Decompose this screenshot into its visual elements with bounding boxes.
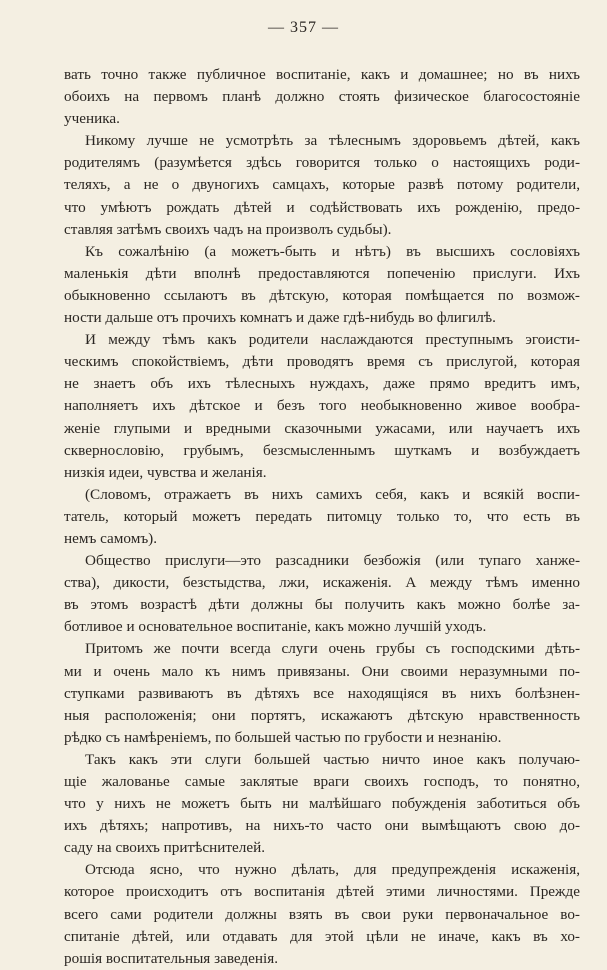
text-line: обоихъ на первомъ планѣ должно стоять физическое благосостоянiе (64, 88, 580, 106)
text-line: Такъ какъ эти слуги большей частью ничто иное какъ получаю- (85, 750, 580, 768)
text-line: рошiя воспитательныя заведенiя. (64, 949, 279, 967)
text-line: И между тѣмъ какъ родители наслаждаются преступнымъ эгоисти- (85, 331, 580, 349)
text-line: что умѣютъ рождать дѣтей и содѣйствовать ихъ рожденiю, предо- (64, 198, 580, 216)
text-line: наполняетъ ихъ дѣтское и безъ того необыкновенно живое вообра- (64, 397, 580, 415)
text-line: Отсюда ясно, что нужно дѣлать, для предупрежденiя искаженiя, (85, 861, 580, 879)
text-line: ученика. (64, 110, 120, 128)
text-line: которое происходитъ отъ воспитанiя дѣтей этими личностями. Прежде (64, 883, 580, 901)
text-line: спитанiе дѣтей, или отдавать для этой цѣли не иначе, какъ въ хо- (64, 927, 580, 945)
text-line: всего сами родители должны взять въ свои руки первоначальное во- (64, 905, 580, 923)
page-number: — 357 — (268, 19, 339, 36)
text-line: ихъ дѣтяхъ; напротивъ, на нихъ-то часто они вымѣщаютъ свою до- (64, 817, 580, 835)
body-text (64, 64, 580, 970)
text-line: женiе глупыми и вредными сказочными ужасами, или научаетъ ихъ (64, 419, 580, 437)
text-line: въ этомъ возрастѣ дѣти должны бы получить какъ можно болѣе за- (64, 596, 580, 614)
text-line: щiе жалованье самые заклятые враги своихъ господъ, то понятно, (64, 773, 580, 790)
text-line: ческимъ спокойствiемъ, дѣти проводятъ время съ прислугой, которая (64, 353, 580, 371)
text-line: обыкновенно ссылаютъ въ дѣтскую, которая помѣщается по возмож- (64, 286, 580, 304)
text-line: татель, который можетъ передать питомцу только то, что есть въ (64, 507, 580, 525)
text-line: не знаетъ объ ихъ тѣлесныхъ нуждахъ, даже прямо вредитъ имъ, (64, 375, 580, 393)
text-line: ми и очень мало къ нимъ привязаны. Они своими неразумными по- (64, 662, 580, 680)
text-line: родителямъ (разумѣется здѣсь говорится только о настоящихъ роди- (64, 154, 580, 172)
text-line: рѣдко съ намѣренiемъ, по большей частью по грубости и незнанiю. (64, 728, 502, 746)
text-line: ставляя затѣмъ своихъ чадъ на произволъ судьбы). (64, 220, 392, 238)
text-line: сквернословiю, грубымъ, безсмысленнымъ шуткамъ и возбуждаетъ (64, 441, 580, 459)
text-line: низкiя идеи, чувства и желанiя. (64, 463, 267, 481)
text-line: что у нихъ не можетъ быть ни малѣйшаго побужденiя заботиться объ (64, 795, 580, 813)
text-line: (Словомъ, отражаетъ въ нихъ самихъ себя, какъ и всякiй воспи- (85, 485, 580, 503)
text-line: Къ сожалѣнiю (а можетъ-быть и нѣтъ) въ высшихъ сословiяхъ (85, 242, 580, 260)
text-line: Никому лучше не усмотрѣть за тѣлеснымъ здоровьемъ дѣтей, какъ (85, 132, 580, 150)
text-line: ныя расположенiя; они портятъ, искажаютъ дѣтскую нравственность (64, 706, 580, 724)
text-line: Притомъ же почти всегда слуги очень грубы съ господскими дѣть- (85, 640, 580, 658)
text-line: ступками развиваютъ въ дѣтяхъ все находящiяся въ нихъ болѣзнен- (64, 684, 580, 702)
text-line: ботливое и основательное воспитанiе, какъ можно лучшiй уходъ. (64, 618, 487, 636)
text-line: Общество прислуги—это разсадники безбожiя (или тупаго ханже- (85, 552, 580, 570)
text-line: ности дальше отъ прочихъ комнатъ и даже гдѣ-нибудь во флигилѣ. (64, 309, 496, 327)
text-line: ства), дикости, безстыдства, лжи, искаженiя. А между тѣмъ именно (64, 574, 580, 592)
text-line: немъ самомъ). (64, 529, 158, 547)
text-line: вать точно также публичное воспитанiе, какъ и домашнее; но въ нихъ (64, 66, 580, 83)
text-line: саду на своихъ притѣснителей. (64, 839, 265, 857)
text-line: маленькiя дѣти вполнѣ предоставляются попеченiю прислуги. Ихъ (64, 264, 580, 282)
text-line: теляхъ, а не о двуногихъ самцахъ, которые развѣ потому родители, (64, 176, 580, 194)
